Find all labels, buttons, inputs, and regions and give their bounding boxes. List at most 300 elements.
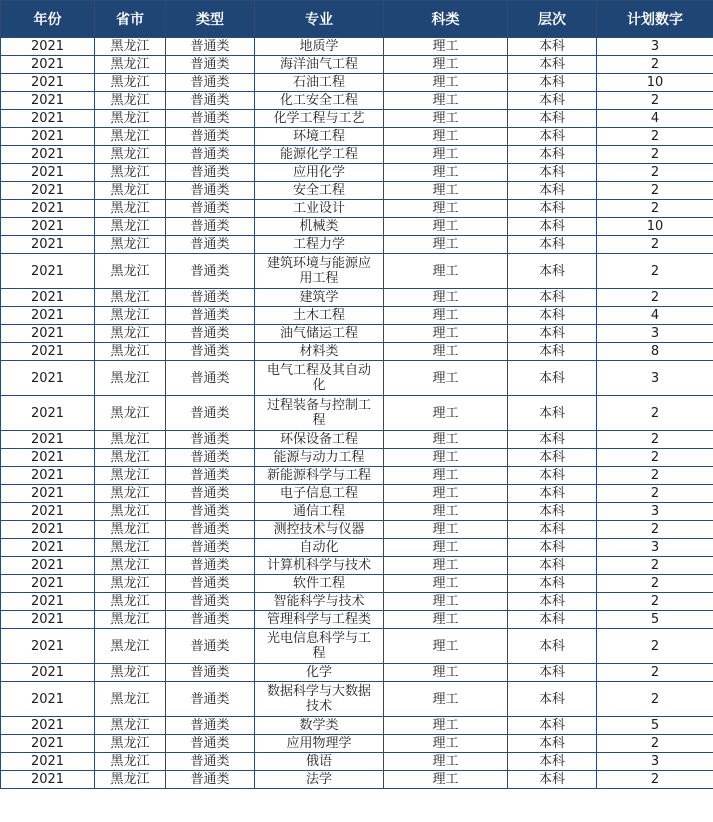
- table-row: [1, 467, 713, 485]
- table-row: [1, 38, 713, 56]
- table-row: [1, 307, 713, 325]
- cell-province: 黑龙江: [95, 38, 166, 56]
- cell-category: 理工: [384, 771, 508, 789]
- cell-plan-number: 10: [597, 74, 713, 92]
- cell-year: 2021: [1, 611, 95, 629]
- cell-category: 理工: [384, 92, 508, 110]
- cell-level: 本科: [508, 629, 597, 664]
- cell-plan-number: 2: [597, 146, 713, 164]
- cell-province: 黑龙江: [95, 182, 166, 200]
- cell-plan-number: 10: [597, 218, 713, 236]
- cell-year: 2021: [1, 56, 95, 74]
- header-year: 年份: [1, 1, 95, 38]
- cell-year: 2021: [1, 503, 95, 521]
- cell-category: 理工: [384, 449, 508, 467]
- cell-province: 黑龙江: [95, 343, 166, 361]
- cell-level: 本科: [508, 575, 597, 593]
- table-row: [1, 593, 713, 611]
- cell-year: 2021: [1, 146, 95, 164]
- table-row: [1, 664, 713, 682]
- cell-province: 黑龙江: [95, 503, 166, 521]
- cell-type: 普通类: [166, 771, 255, 789]
- cell-major: 能源与动力工程: [255, 449, 384, 467]
- cell-level: 本科: [508, 361, 597, 396]
- cell-level: 本科: [508, 74, 597, 92]
- cell-category: 理工: [384, 182, 508, 200]
- cell-type: 普通类: [166, 717, 255, 735]
- cell-level: 本科: [508, 449, 597, 467]
- cell-year: 2021: [1, 38, 95, 56]
- table-row: [1, 575, 713, 593]
- cell-category: 理工: [384, 74, 508, 92]
- cell-major: 数学类: [255, 717, 384, 735]
- cell-year: 2021: [1, 218, 95, 236]
- cell-year: 2021: [1, 485, 95, 503]
- cell-province: 黑龙江: [95, 289, 166, 307]
- cell-major: 应用化学: [255, 164, 384, 182]
- header-type: 类型: [166, 1, 255, 38]
- cell-major: 过程装备与控制工程: [255, 396, 384, 431]
- table-row: [1, 200, 713, 218]
- cell-plan-number: 2: [597, 254, 713, 289]
- cell-type: 普通类: [166, 146, 255, 164]
- cell-major: 化学: [255, 664, 384, 682]
- cell-type: 普通类: [166, 575, 255, 593]
- cell-year: 2021: [1, 74, 95, 92]
- cell-type: 普通类: [166, 289, 255, 307]
- cell-major: 通信工程: [255, 503, 384, 521]
- cell-year: 2021: [1, 449, 95, 467]
- cell-province: 黑龙江: [95, 521, 166, 539]
- cell-province: 黑龙江: [95, 664, 166, 682]
- cell-major: 应用物理学: [255, 735, 384, 753]
- table-row: [1, 289, 713, 307]
- cell-year: 2021: [1, 128, 95, 146]
- table-row: [1, 611, 713, 629]
- cell-type: 普通类: [166, 110, 255, 128]
- cell-level: 本科: [508, 128, 597, 146]
- cell-plan-number: 2: [597, 575, 713, 593]
- cell-plan-number: 3: [597, 325, 713, 343]
- cell-major: 环境工程: [255, 128, 384, 146]
- cell-type: 普通类: [166, 200, 255, 218]
- cell-plan-number: 2: [597, 593, 713, 611]
- cell-type: 普通类: [166, 503, 255, 521]
- cell-major: 化学工程与工艺: [255, 110, 384, 128]
- cell-level: 本科: [508, 38, 597, 56]
- cell-major: 地质学: [255, 38, 384, 56]
- cell-major: 建筑学: [255, 289, 384, 307]
- cell-province: 黑龙江: [95, 717, 166, 735]
- table-row: [1, 182, 713, 200]
- cell-year: 2021: [1, 771, 95, 789]
- cell-year: 2021: [1, 539, 95, 557]
- table-row: [1, 557, 713, 575]
- cell-province: 黑龙江: [95, 146, 166, 164]
- header-province: 省市: [95, 1, 166, 38]
- cell-level: 本科: [508, 611, 597, 629]
- cell-major: 电气工程及其自动化: [255, 361, 384, 396]
- cell-level: 本科: [508, 307, 597, 325]
- cell-type: 普通类: [166, 254, 255, 289]
- cell-province: 黑龙江: [95, 236, 166, 254]
- cell-province: 黑龙江: [95, 629, 166, 664]
- header-level: 层次: [508, 1, 597, 38]
- cell-level: 本科: [508, 146, 597, 164]
- table-row: [1, 431, 713, 449]
- table-row: [1, 771, 713, 789]
- cell-type: 普通类: [166, 343, 255, 361]
- cell-type: 普通类: [166, 593, 255, 611]
- table-row: [1, 753, 713, 771]
- cell-year: 2021: [1, 593, 95, 611]
- cell-province: 黑龙江: [95, 361, 166, 396]
- cell-year: 2021: [1, 182, 95, 200]
- table-row: [1, 361, 713, 396]
- cell-province: 黑龙江: [95, 771, 166, 789]
- table-row: [1, 629, 713, 664]
- cell-plan-number: 5: [597, 611, 713, 629]
- cell-level: 本科: [508, 325, 597, 343]
- cell-plan-number: 3: [597, 38, 713, 56]
- cell-province: 黑龙江: [95, 539, 166, 557]
- cell-plan-number: 2: [597, 200, 713, 218]
- cell-major: 材料类: [255, 343, 384, 361]
- cell-category: 理工: [384, 467, 508, 485]
- cell-type: 普通类: [166, 539, 255, 557]
- cell-plan-number: 2: [597, 557, 713, 575]
- cell-category: 理工: [384, 361, 508, 396]
- cell-level: 本科: [508, 485, 597, 503]
- cell-year: 2021: [1, 753, 95, 771]
- cell-type: 普通类: [166, 629, 255, 664]
- cell-type: 普通类: [166, 56, 255, 74]
- cell-major: 化工安全工程: [255, 92, 384, 110]
- cell-plan-number: 2: [597, 735, 713, 753]
- cell-year: 2021: [1, 431, 95, 449]
- cell-plan-number: 2: [597, 629, 713, 664]
- cell-category: 理工: [384, 236, 508, 254]
- cell-category: 理工: [384, 539, 508, 557]
- cell-category: 理工: [384, 56, 508, 74]
- cell-year: 2021: [1, 361, 95, 396]
- cell-category: 理工: [384, 38, 508, 56]
- cell-province: 黑龙江: [95, 449, 166, 467]
- cell-plan-number: 2: [597, 236, 713, 254]
- cell-category: 理工: [384, 485, 508, 503]
- cell-province: 黑龙江: [95, 431, 166, 449]
- cell-year: 2021: [1, 200, 95, 218]
- cell-type: 普通类: [166, 735, 255, 753]
- cell-type: 普通类: [166, 74, 255, 92]
- cell-major: 工程力学: [255, 236, 384, 254]
- cell-province: 黑龙江: [95, 307, 166, 325]
- cell-plan-number: 2: [597, 92, 713, 110]
- cell-year: 2021: [1, 164, 95, 182]
- cell-plan-number: 2: [597, 449, 713, 467]
- cell-year: 2021: [1, 629, 95, 664]
- cell-type: 普通类: [166, 485, 255, 503]
- cell-major: 油气储运工程: [255, 325, 384, 343]
- cell-major: 石油工程: [255, 74, 384, 92]
- cell-category: 理工: [384, 557, 508, 575]
- cell-plan-number: 2: [597, 56, 713, 74]
- cell-province: 黑龙江: [95, 611, 166, 629]
- cell-type: 普通类: [166, 449, 255, 467]
- cell-province: 黑龙江: [95, 467, 166, 485]
- header-row: [1, 1, 713, 38]
- cell-year: 2021: [1, 343, 95, 361]
- table-row: [1, 164, 713, 182]
- cell-level: 本科: [508, 503, 597, 521]
- cell-major: 机械类: [255, 218, 384, 236]
- cell-plan-number: 2: [597, 164, 713, 182]
- cell-category: 理工: [384, 110, 508, 128]
- cell-level: 本科: [508, 717, 597, 735]
- cell-plan-number: 2: [597, 682, 713, 717]
- cell-year: 2021: [1, 717, 95, 735]
- table-row: [1, 74, 713, 92]
- cell-major: 俄语: [255, 753, 384, 771]
- table-row: [1, 254, 713, 289]
- cell-plan-number: 2: [597, 485, 713, 503]
- cell-category: 理工: [384, 164, 508, 182]
- cell-plan-number: 3: [597, 503, 713, 521]
- cell-type: 普通类: [166, 664, 255, 682]
- cell-level: 本科: [508, 218, 597, 236]
- cell-category: 理工: [384, 611, 508, 629]
- cell-category: 理工: [384, 254, 508, 289]
- cell-year: 2021: [1, 735, 95, 753]
- cell-year: 2021: [1, 254, 95, 289]
- cell-plan-number: 2: [597, 289, 713, 307]
- cell-category: 理工: [384, 128, 508, 146]
- cell-province: 黑龙江: [95, 485, 166, 503]
- cell-category: 理工: [384, 593, 508, 611]
- cell-type: 普通类: [166, 611, 255, 629]
- cell-plan-number: 3: [597, 753, 713, 771]
- cell-type: 普通类: [166, 236, 255, 254]
- table-row: [1, 92, 713, 110]
- cell-plan-number: 4: [597, 110, 713, 128]
- cell-plan-number: 3: [597, 361, 713, 396]
- cell-major: 测控技术与仪器: [255, 521, 384, 539]
- cell-major: 法学: [255, 771, 384, 789]
- cell-level: 本科: [508, 343, 597, 361]
- cell-year: 2021: [1, 682, 95, 717]
- cell-level: 本科: [508, 56, 597, 74]
- cell-category: 理工: [384, 735, 508, 753]
- cell-province: 黑龙江: [95, 325, 166, 343]
- cell-category: 理工: [384, 343, 508, 361]
- cell-level: 本科: [508, 593, 597, 611]
- cell-province: 黑龙江: [95, 110, 166, 128]
- cell-plan-number: 4: [597, 307, 713, 325]
- cell-major: 环保设备工程: [255, 431, 384, 449]
- cell-year: 2021: [1, 110, 95, 128]
- table-row: [1, 485, 713, 503]
- cell-year: 2021: [1, 467, 95, 485]
- cell-major: 自动化: [255, 539, 384, 557]
- cell-type: 普通类: [166, 682, 255, 717]
- cell-province: 黑龙江: [95, 396, 166, 431]
- cell-type: 普通类: [166, 521, 255, 539]
- cell-type: 普通类: [166, 92, 255, 110]
- cell-category: 理工: [384, 200, 508, 218]
- table-row: [1, 396, 713, 431]
- cell-level: 本科: [508, 200, 597, 218]
- cell-plan-number: 5: [597, 717, 713, 735]
- table-row: [1, 325, 713, 343]
- table-row: [1, 218, 713, 236]
- cell-level: 本科: [508, 664, 597, 682]
- cell-province: 黑龙江: [95, 254, 166, 289]
- cell-level: 本科: [508, 753, 597, 771]
- cell-category: 理工: [384, 146, 508, 164]
- table-header: [1, 1, 713, 38]
- cell-type: 普通类: [166, 753, 255, 771]
- cell-level: 本科: [508, 236, 597, 254]
- cell-province: 黑龙江: [95, 557, 166, 575]
- cell-plan-number: 2: [597, 182, 713, 200]
- cell-category: 理工: [384, 325, 508, 343]
- cell-province: 黑龙江: [95, 128, 166, 146]
- cell-major: 建筑环境与能源应用工程: [255, 254, 384, 289]
- cell-year: 2021: [1, 396, 95, 431]
- cell-level: 本科: [508, 289, 597, 307]
- table-row: [1, 717, 713, 735]
- cell-level: 本科: [508, 539, 597, 557]
- cell-province: 黑龙江: [95, 74, 166, 92]
- cell-year: 2021: [1, 92, 95, 110]
- table-row: [1, 128, 713, 146]
- header-category: 科类: [384, 1, 508, 38]
- cell-major: 管理科学与工程类: [255, 611, 384, 629]
- cell-major: 智能科学与技术: [255, 593, 384, 611]
- cell-type: 普通类: [166, 38, 255, 56]
- table-row: [1, 449, 713, 467]
- cell-category: 理工: [384, 307, 508, 325]
- cell-type: 普通类: [166, 557, 255, 575]
- cell-year: 2021: [1, 325, 95, 343]
- table-body: [1, 38, 713, 789]
- cell-major: 计算机科学与技术: [255, 557, 384, 575]
- cell-major: 电子信息工程: [255, 485, 384, 503]
- cell-province: 黑龙江: [95, 593, 166, 611]
- cell-level: 本科: [508, 467, 597, 485]
- table-row: [1, 539, 713, 557]
- cell-province: 黑龙江: [95, 92, 166, 110]
- cell-category: 理工: [384, 753, 508, 771]
- cell-level: 本科: [508, 557, 597, 575]
- cell-major: 能源化学工程: [255, 146, 384, 164]
- cell-level: 本科: [508, 164, 597, 182]
- cell-province: 黑龙江: [95, 753, 166, 771]
- cell-category: 理工: [384, 431, 508, 449]
- cell-level: 本科: [508, 521, 597, 539]
- table-row: [1, 236, 713, 254]
- cell-year: 2021: [1, 664, 95, 682]
- cell-category: 理工: [384, 717, 508, 735]
- cell-level: 本科: [508, 431, 597, 449]
- cell-province: 黑龙江: [95, 218, 166, 236]
- cell-level: 本科: [508, 110, 597, 128]
- cell-plan-number: 8: [597, 343, 713, 361]
- cell-type: 普通类: [166, 467, 255, 485]
- cell-level: 本科: [508, 92, 597, 110]
- cell-level: 本科: [508, 396, 597, 431]
- cell-level: 本科: [508, 682, 597, 717]
- header-plan-number: 计划数字: [597, 1, 713, 38]
- table-row: [1, 735, 713, 753]
- cell-major: 土木工程: [255, 307, 384, 325]
- cell-year: 2021: [1, 289, 95, 307]
- cell-plan-number: 3: [597, 539, 713, 557]
- cell-year: 2021: [1, 236, 95, 254]
- table-row: [1, 682, 713, 717]
- cell-province: 黑龙江: [95, 200, 166, 218]
- cell-level: 本科: [508, 254, 597, 289]
- cell-type: 普通类: [166, 396, 255, 431]
- cell-year: 2021: [1, 557, 95, 575]
- cell-type: 普通类: [166, 164, 255, 182]
- table-row: [1, 56, 713, 74]
- cell-level: 本科: [508, 182, 597, 200]
- cell-category: 理工: [384, 218, 508, 236]
- cell-year: 2021: [1, 307, 95, 325]
- cell-plan-number: 2: [597, 467, 713, 485]
- header-major: 专业: [255, 1, 384, 38]
- cell-major: 数据科学与大数据技术: [255, 682, 384, 717]
- cell-type: 普通类: [166, 218, 255, 236]
- cell-province: 黑龙江: [95, 682, 166, 717]
- cell-province: 黑龙江: [95, 735, 166, 753]
- table-row: [1, 110, 713, 128]
- cell-level: 本科: [508, 735, 597, 753]
- cell-major: 工业设计: [255, 200, 384, 218]
- cell-category: 理工: [384, 289, 508, 307]
- table-row: [1, 343, 713, 361]
- cell-province: 黑龙江: [95, 164, 166, 182]
- cell-type: 普通类: [166, 325, 255, 343]
- cell-type: 普通类: [166, 361, 255, 396]
- cell-plan-number: 2: [597, 396, 713, 431]
- cell-year: 2021: [1, 575, 95, 593]
- table-row: [1, 146, 713, 164]
- cell-category: 理工: [384, 575, 508, 593]
- cell-major: 安全工程: [255, 182, 384, 200]
- cell-category: 理工: [384, 682, 508, 717]
- cell-major: 海洋油气工程: [255, 56, 384, 74]
- cell-major: 软件工程: [255, 575, 384, 593]
- cell-category: 理工: [384, 664, 508, 682]
- table-row: [1, 503, 713, 521]
- cell-year: 2021: [1, 521, 95, 539]
- cell-province: 黑龙江: [95, 575, 166, 593]
- cell-category: 理工: [384, 396, 508, 431]
- cell-plan-number: 2: [597, 521, 713, 539]
- cell-category: 理工: [384, 629, 508, 664]
- cell-type: 普通类: [166, 182, 255, 200]
- cell-major: 光电信息科学与工程: [255, 629, 384, 664]
- cell-type: 普通类: [166, 431, 255, 449]
- cell-plan-number: 2: [597, 431, 713, 449]
- cell-plan-number: 2: [597, 664, 713, 682]
- table-row: [1, 521, 713, 539]
- cell-plan-number: 2: [597, 771, 713, 789]
- cell-type: 普通类: [166, 307, 255, 325]
- cell-category: 理工: [384, 503, 508, 521]
